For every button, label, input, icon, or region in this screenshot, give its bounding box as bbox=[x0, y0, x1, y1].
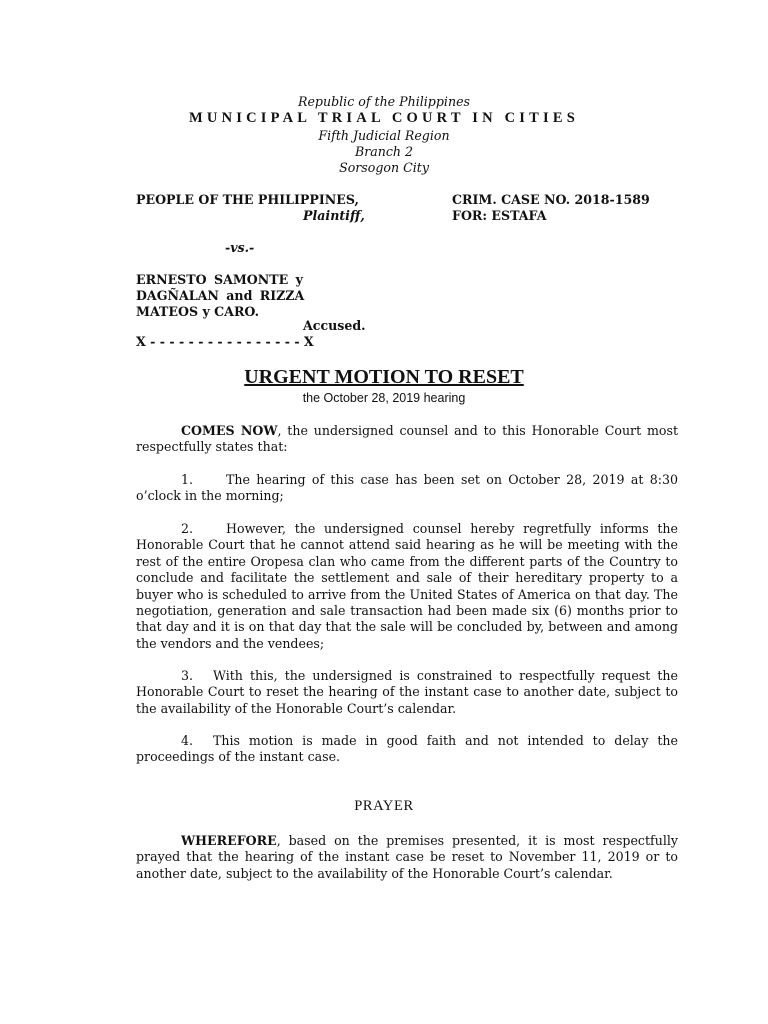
paragraph-number: 1. bbox=[181, 472, 194, 487]
plaintiff-role: Plaintiff, bbox=[303, 208, 365, 223]
city-line: Sorsogon City bbox=[339, 160, 429, 175]
paragraph-4 bbox=[136, 733, 678, 766]
case-type: FOR: ESTAFA bbox=[452, 208, 547, 223]
paragraph-number: 2. bbox=[181, 521, 194, 536]
paragraph-text: With this, the undersigned is constrained to respectfully request the Honorable Court to reset the hearing of the instant case to another date, subject to the availability of the Honorable Court’s calendar. bbox=[136, 668, 678, 716]
versus-label: -vs.- bbox=[225, 240, 255, 255]
paragraph-2 bbox=[136, 521, 678, 652]
motion-subtitle: the October 28, 2019 hearing bbox=[302, 391, 466, 405]
paragraph-text: The hearing of this case has been set on October 28, 2019 at 8:30 o’clock in the morning; bbox=[136, 472, 678, 504]
intro-lead: COMES NOW bbox=[181, 423, 278, 438]
prayer-paragraph bbox=[136, 833, 678, 882]
paragraph-text: This motion is made in good faith and not intended to delay the proceedings of the instant case. bbox=[136, 733, 678, 765]
republic-line: Republic of the Philippines bbox=[297, 94, 470, 109]
court-name: MUNICIPAL TRIAL COURT IN CITIES bbox=[189, 110, 579, 126]
prayer-lead: WHEREFORE bbox=[181, 833, 277, 848]
case-number: CRIM. CASE NO. 2018-1589 bbox=[452, 192, 650, 207]
caption-separator: X - - - - - - - - - - - - - - - - X bbox=[136, 334, 314, 349]
accused-role: Accused. bbox=[303, 318, 366, 333]
motion-title: URGENT MOTION TO RESET bbox=[244, 366, 524, 388]
prayer-heading: PRAYER bbox=[354, 798, 414, 814]
accused-line-2: DAGÑALAN and RIZZA bbox=[136, 288, 305, 303]
branch-line: Branch 2 bbox=[354, 144, 414, 159]
intro-text: , the undersigned counsel and to this Honorable Court most respectfully states that: bbox=[136, 423, 679, 455]
plaintiff-name: PEOPLE OF THE PHILIPPINES, bbox=[136, 192, 359, 207]
paragraph-text: However, the undersigned counsel hereby regretfully informs the Honorable Court that he cannot attend said hearing as he will be meeting with the rest of the entire Oropesa clan who came from the different parts of the Country to conclude and facilitate the settlement and sale of their hereditary property to a buyer who is scheduled to arrive from the United States of America on that day. The negotiation, generation and sale transaction had been made six (6) months prior to that day and it is on that day that the sale will be concluded by, between and among the vendors and the vendees; bbox=[136, 521, 678, 651]
accused-line-3: MATEOS y CARO. bbox=[136, 304, 260, 319]
prayer-text: , based on the premises presented, it is most respectfully prayed that the hearing of the instant case be reset to November 11, 2019 or to another date, subject to the availability of the Honorable Court’s calendar. bbox=[136, 833, 678, 881]
paragraph-number: 3. bbox=[181, 668, 194, 683]
judicial-region: Fifth Judicial Region bbox=[318, 128, 450, 143]
paragraph-3 bbox=[136, 668, 678, 717]
paragraph-number: 4. bbox=[181, 733, 194, 748]
accused-line-1: ERNESTO SAMONTE y bbox=[136, 272, 303, 287]
intro-paragraph bbox=[136, 423, 678, 456]
paragraph-1 bbox=[136, 472, 678, 505]
